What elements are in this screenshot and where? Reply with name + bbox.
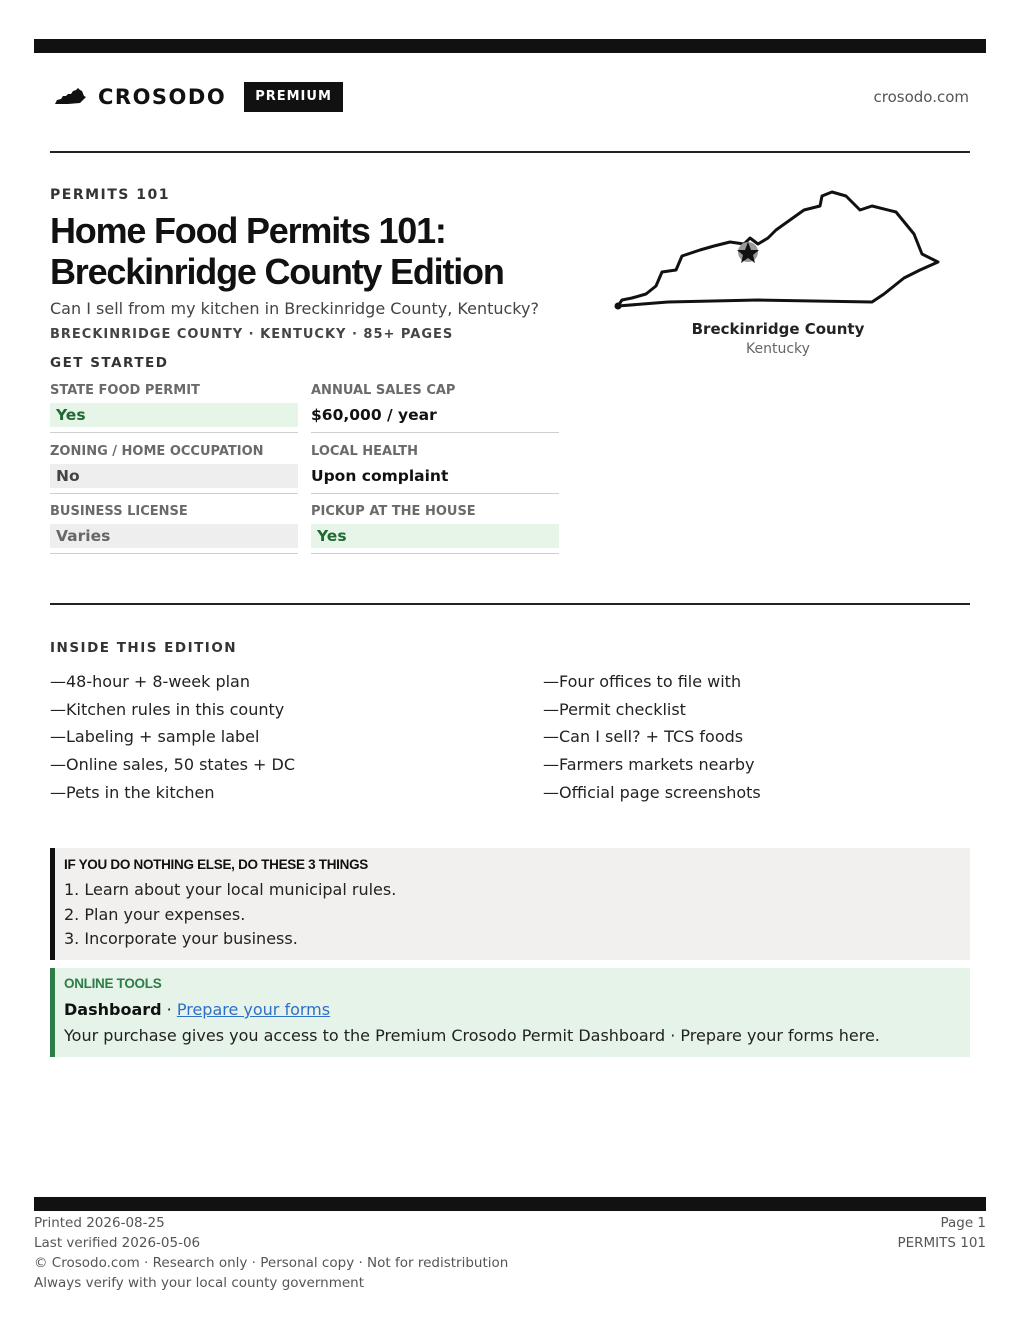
- stat-annual-sales-cap: [311, 383, 559, 433]
- stat-label: BUSINESS LICENSE: [50, 504, 188, 519]
- subtitle: Can I sell from my kitchen in Breckinridge County, Kentucky?: [50, 299, 539, 318]
- callout-title: IF YOU DO NOTHING ELSE, DO THESE 3 THINGS: [64, 857, 368, 872]
- disclaimer: Always verify with your local county government: [34, 1275, 364, 1291]
- toc-item: —Permit checklist: [543, 699, 686, 719]
- stat-label: STATE FOOD PERMIT: [50, 383, 200, 398]
- printed-date: Printed 2026-08-25: [34, 1215, 165, 1231]
- footer-right: [897, 1213, 986, 1253]
- footer-section: PERMITS 101: [897, 1235, 986, 1251]
- brand[interactable]: [54, 82, 343, 112]
- page-title: [50, 210, 590, 292]
- prepare-forms-link[interactable]: Prepare your forms: [176, 1000, 331, 1019]
- site-url[interactable]: crosodo.com: [873, 88, 969, 106]
- copyright: © Crosodo.com · Research only · Personal copy · Not for redistribution: [34, 1255, 509, 1271]
- toc-list-right: [543, 668, 761, 807]
- stat-label: LOCAL HEALTH: [311, 444, 418, 459]
- callout-item: 1. Learn about your local municipal rules.: [64, 880, 397, 899]
- toc-item: —Farmers markets nearby: [543, 755, 755, 775]
- stat-value: Varies: [50, 524, 298, 548]
- stat-value: No: [50, 464, 298, 488]
- callout-list: [64, 878, 970, 952]
- stat-value: Yes: [311, 524, 559, 548]
- page-number: Page 1: [940, 1215, 986, 1231]
- edition-meta: BRECKINRIDGE COUNTY · KENTUCKY · 85+ PAGES: [50, 327, 454, 342]
- stat-state-food-permit: [50, 383, 298, 433]
- title-line-1: Home Food Permits 101:: [50, 210, 446, 251]
- callout-item: 2. Plan your expenses.: [64, 904, 246, 924]
- stat-value: Yes: [50, 403, 298, 427]
- callout-item: 3. Incorporate your business.: [64, 929, 298, 948]
- kentucky-logo-icon: [54, 88, 86, 106]
- top-bar: [34, 39, 986, 53]
- online-tools-box: [50, 968, 970, 1057]
- premium-badge: PREMIUM: [244, 82, 343, 112]
- dashboard-label: Dashboard: [64, 1000, 162, 1019]
- toc-item: —Labeling + sample label: [50, 727, 260, 747]
- kicker: PERMITS 101: [50, 187, 170, 203]
- toc-item: —Four offices to file with: [543, 672, 742, 691]
- section-divider: [50, 603, 970, 605]
- toc-item: —Official page screenshots: [543, 782, 761, 802]
- toc-item: —Online sales, 50 states + DC: [50, 755, 296, 775]
- header-divider: [50, 151, 970, 153]
- tools-separator: ·: [161, 1000, 177, 1019]
- stat-value: Upon complaint: [311, 467, 449, 485]
- toc-item: —Kitchen rules in this county: [50, 699, 285, 719]
- title-line-2: Breckinridge County Edition: [50, 251, 504, 292]
- stat-label: PICKUP AT THE HOUSE: [311, 504, 476, 519]
- three-things-callout: [50, 848, 970, 960]
- brand-name: CROSODO: [98, 85, 227, 109]
- footer-bar: [34, 1197, 986, 1211]
- footer-left: [34, 1213, 508, 1293]
- get-started-label: GET STARTED: [50, 355, 169, 371]
- tools-description: Your purchase gives you access to the Premium Crosodo Permit Dashboard · Prepare your forms here.: [64, 1026, 880, 1045]
- stat-pickup: [311, 504, 559, 554]
- stat-label: ZONING / HOME OCCUPATION: [50, 444, 264, 459]
- toc-list-left: [50, 668, 295, 807]
- tools-title: ONLINE TOOLS: [64, 976, 162, 991]
- toc-item: —Pets in the kitchen: [50, 782, 215, 802]
- stat-value: $60,000 / year: [311, 406, 437, 424]
- stat-zoning: [50, 444, 298, 494]
- map-county-label: Breckinridge County: [691, 320, 865, 338]
- kentucky-map: [608, 188, 948, 312]
- stat-label: ANNUAL SALES CAP: [311, 383, 456, 398]
- stat-local-health: [311, 444, 559, 494]
- toc-item: —48-hour + 8-week plan: [50, 672, 250, 691]
- toc-label: INSIDE THIS EDITION: [50, 640, 238, 656]
- tools-line: [64, 1000, 970, 1019]
- stat-business-license: [50, 504, 298, 554]
- toc-item: —Can I sell? + TCS foods: [543, 727, 744, 747]
- map-state-label: Kentucky: [746, 341, 810, 357]
- verified-date: Last verified 2026-05-06: [34, 1235, 201, 1251]
